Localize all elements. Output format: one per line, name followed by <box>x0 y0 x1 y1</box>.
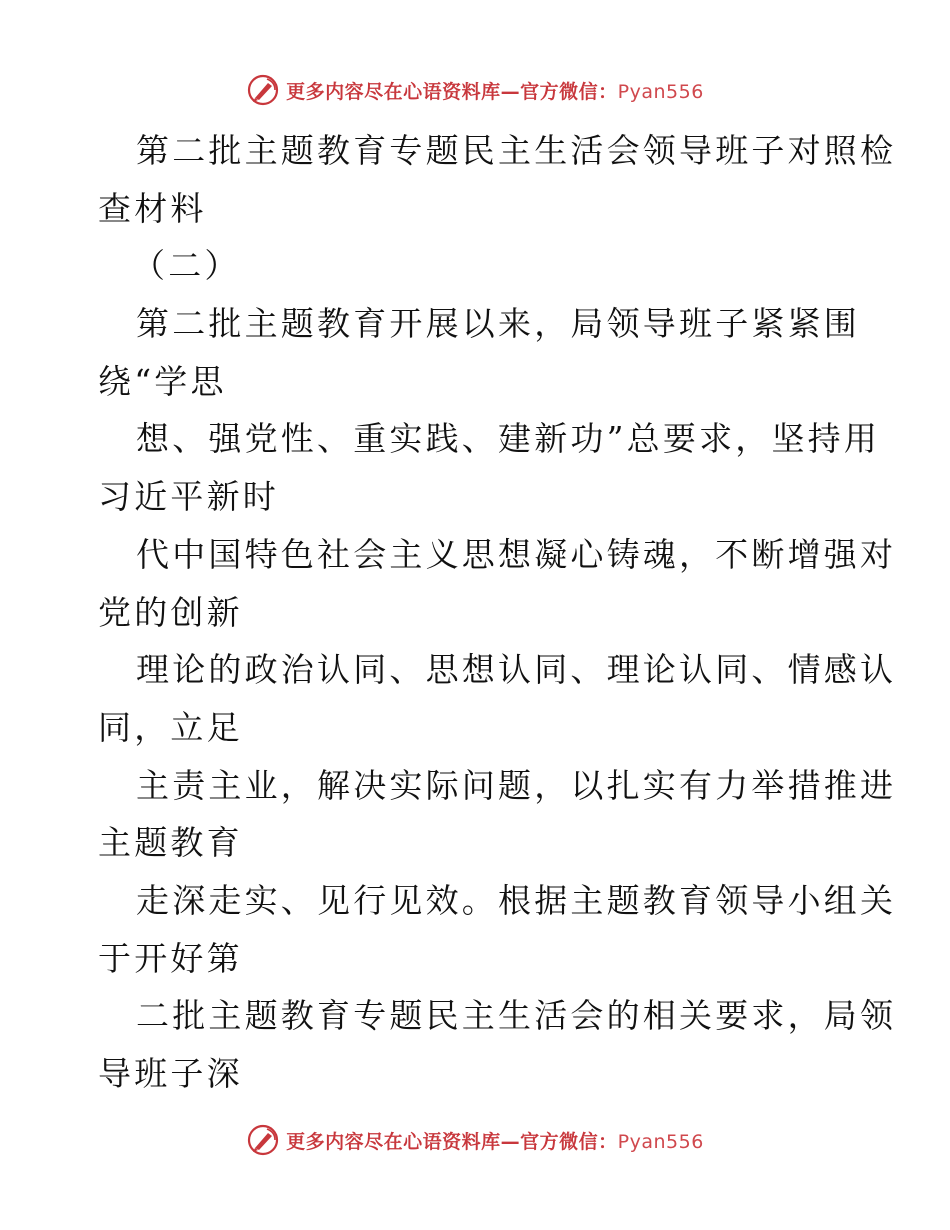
pen-nib-logo-icon <box>246 1123 280 1157</box>
paragraph-line: 第二批主题教育开展以来，局领导班子紧紧围 <box>136 304 860 344</box>
paragraph-line: 走深走实、见行见效。根据主题教育领导小组关 <box>136 880 897 920</box>
banner-label: 更多内容尽在心语资料库—官方微信： <box>286 1130 618 1153</box>
paragraph-line: 主责主业，解决实际问题，以扎实有力举措推进 <box>136 765 897 805</box>
paragraph-line: 代中国特色社会主义思想凝心铸魂，不断增强对 <box>136 534 897 574</box>
paragraph-line: 同，立足 <box>98 707 243 747</box>
paragraph-line: 习近平新时 <box>98 477 279 517</box>
paragraph-line: 主题教育 <box>98 823 243 863</box>
paragraph-line: 党的创新 <box>98 592 243 632</box>
document-body <box>98 122 897 1103</box>
banner-text <box>286 77 704 104</box>
paragraph-line: 二批主题教育专题民主生活会的相关要求，局领 <box>136 996 897 1036</box>
paragraph-line: 想、强党性、重实践、建新功”总要求，坚持用 <box>136 419 881 459</box>
header-banner <box>0 70 950 110</box>
paragraph-line: 绕“学思 <box>98 361 227 401</box>
pen-nib-logo-icon <box>246 73 280 107</box>
paragraph-line: 理论的政治认同、思想认同、理论认同、情感认 <box>136 650 897 690</box>
paragraph-line: 于开好第 <box>98 938 243 978</box>
document-title-line-2: 查材料 <box>98 188 207 228</box>
document-title-line-1: 第二批主题教育专题民主生活会领导班子对照检 <box>136 131 897 170</box>
document-subtitle: （二） <box>132 246 241 286</box>
banner-text <box>286 1127 704 1154</box>
banner-label: 更多内容尽在心语资料库—官方微信： <box>286 80 618 103</box>
banner-wechat-id: Pyan556 <box>617 1130 704 1153</box>
footer-banner <box>0 1120 950 1160</box>
banner-wechat-id: Pyan556 <box>617 80 704 103</box>
paragraph-line: 导班子深 <box>98 1054 243 1093</box>
